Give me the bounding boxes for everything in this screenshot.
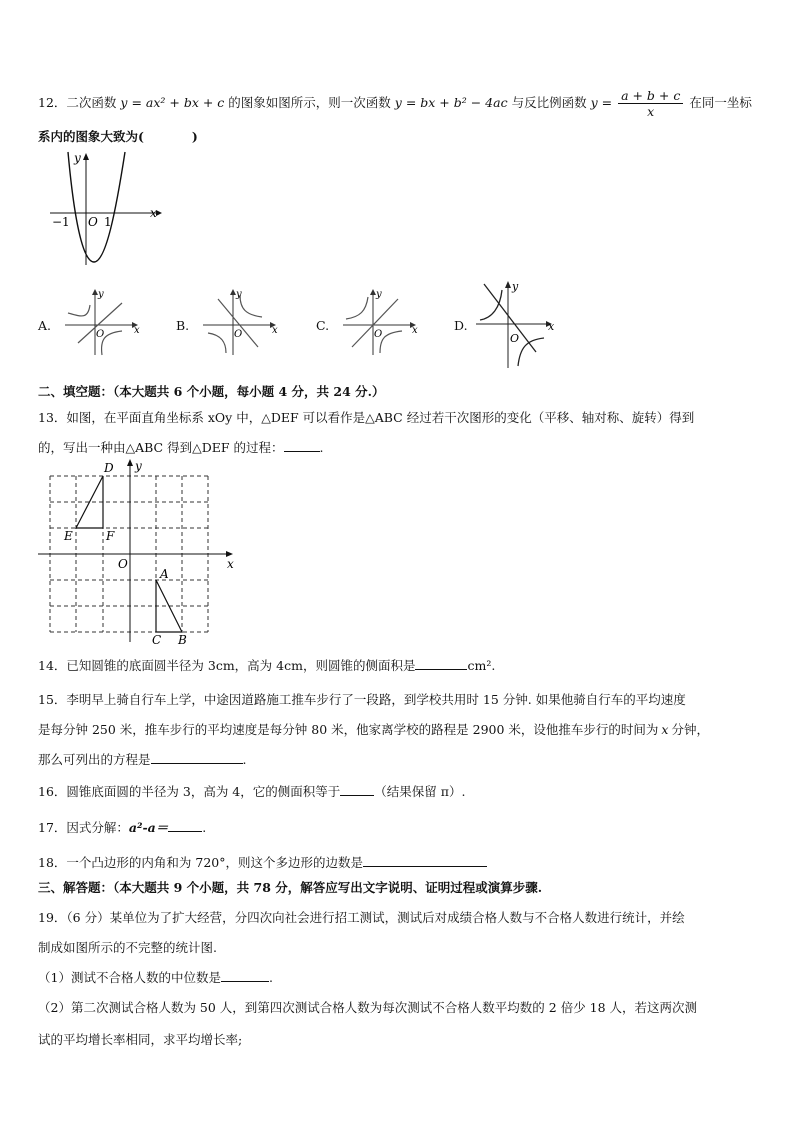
q12-number: 12． (38, 95, 67, 110)
q15-line2a: 是每分钟 250 米，推车步行的平均速度是每分钟 80 米，他家离学校的路程是 2900 米，设他推车步行的时间为 (38, 722, 659, 737)
q18-text: 18．一个凸边形的内角和为 720°，则这个多边形的边数是 (38, 855, 363, 870)
q16-end: （结果保留 π）. (374, 784, 466, 799)
x-label: x (412, 325, 418, 336)
label-origin: O (118, 557, 128, 571)
q19-line1: 19．（6 分）某单位为了扩大经营，分四次向社会进行招工测试，测试后对成绩合格人数与不合格人数进行统计，并绘 (38, 910, 685, 925)
q12-line2-close: ) (191, 129, 198, 144)
q17-line (38, 818, 206, 836)
q15-line3-text: 那么可列出的方程是 (38, 752, 151, 767)
q13-line2 (38, 438, 324, 456)
q19-sub1-text: （1）测试不合格人数的中位数是 (38, 970, 221, 985)
q19-sub1-answer-blank[interactable] (221, 969, 269, 982)
q18-answer-blank[interactable] (363, 854, 487, 867)
hyperbola-branch-left (346, 297, 368, 319)
label-a: A (160, 567, 169, 581)
q19-sub1-end: . (268, 970, 273, 985)
y-axis-arrow (505, 281, 511, 288)
q19-sub2-line1: （2）第二次测试合格人数为 50 人，到第四次测试合格人数为每次测试不合格人数平均数的 2 倍少 18 人，若这两次测 (38, 1000, 698, 1015)
q15-line3-end: . (242, 752, 247, 767)
q13-line2-end: . (319, 440, 324, 455)
x-axis-arrow (156, 210, 162, 216)
label-e: E (64, 529, 73, 543)
q17-expression: a²-a＝ (128, 820, 169, 835)
q12-text-4: 在同一坐标 (689, 95, 752, 110)
hyperbola-branch-right (240, 295, 262, 317)
label-f: F (106, 529, 115, 543)
q12-fraction (618, 88, 683, 119)
q13-grid-figure (36, 458, 241, 648)
q18-line (38, 853, 487, 871)
q15-line1: 15．李明早上骑自行车上学，中途因道路施工推车步行了一段路，到学校共用时 15 分钟. 如果他骑自行车的平均速度 (38, 692, 686, 707)
option-b-label[interactable]: B. (176, 318, 190, 333)
origin-label: O (88, 215, 98, 229)
y-label: y (74, 151, 81, 165)
q12-fraction-numerator: a + b + c (618, 88, 683, 104)
y-axis-arrow (83, 153, 89, 160)
q17-answer-blank[interactable] (168, 819, 202, 832)
q12-text-2: 的图象如图所示，则一次函数 (228, 95, 391, 110)
q16-text: 16．圆锥底面圆的半径为 3，高为 4，它的侧面积等于 (38, 784, 341, 799)
hyperbola-branch-left (68, 305, 90, 316)
origin-label: O (510, 332, 520, 345)
q12-text-1: 二次函数 (66, 95, 117, 110)
option-d-label[interactable]: D. (454, 318, 468, 333)
q12-formula-quadratic: y = ax² + bx + c (120, 95, 225, 110)
option-c-graph[interactable] (338, 285, 423, 360)
q14-line (38, 656, 495, 674)
q14-end: cm². (467, 658, 496, 673)
hyperbola-branch-right (380, 331, 402, 353)
q19-line2: 制成如图所示的不完整的统计图. (38, 940, 217, 955)
q12-line2-text: 系内的图象大致为( (38, 129, 144, 144)
q15-variable: x (661, 722, 669, 737)
q19-sub2-line2: 试的平均增长率相同，求平均增长率; (38, 1032, 243, 1047)
label-c: C (152, 633, 162, 647)
q16-line (38, 782, 465, 800)
q12-text-3: 与反比例函数 (511, 95, 587, 110)
q12-line2 (38, 127, 198, 145)
label-x: x (227, 557, 234, 571)
hyperbola-branch-right (102, 331, 122, 355)
option-c-label[interactable]: C. (316, 318, 330, 333)
x-label: x (150, 206, 157, 220)
q13-answer-blank[interactable] (284, 439, 320, 452)
label-b: B (178, 633, 187, 647)
option-b-graph[interactable] (198, 285, 283, 360)
hyperbola-branch-left (208, 333, 226, 353)
q12-formula-inverse: y = (590, 95, 613, 110)
y-label: y (512, 280, 519, 293)
option-a-label[interactable]: A. (38, 318, 52, 333)
option-d-graph[interactable] (474, 278, 559, 370)
origin-label: O (96, 329, 105, 340)
q12-fraction-denominator: x (647, 104, 655, 119)
q15-line2 (38, 720, 709, 738)
parabola-curve (68, 152, 125, 262)
option-a-graph[interactable] (60, 285, 145, 360)
y-label: y (98, 289, 104, 300)
hyperbola-branch-left (480, 290, 502, 320)
y-label: y (236, 289, 242, 300)
x-label: x (548, 320, 555, 333)
q14-text: 14．已知圆锥的底面圆半径为 3cm，高为 4cm，则圆锥的侧面积是 (38, 658, 416, 673)
q15-answer-blank[interactable] (151, 751, 243, 764)
neg-one-label: −1 (52, 215, 70, 229)
q16-answer-blank[interactable] (340, 783, 374, 796)
label-y: y (135, 459, 142, 473)
origin-label: O (234, 329, 243, 340)
section3-heading: 三、解答题：（本大题共 9 个小题，共 78 分，解答应写出文字说明、证明过程或演算步骤. (38, 880, 543, 895)
y-axis-arrow (127, 459, 133, 466)
x-label: x (272, 325, 278, 336)
q17-text: 17．因式分解： (38, 820, 129, 835)
section2-heading: 二、填空题：（本大题共 6 个小题，每小题 4 分，共 24 分.） (38, 384, 385, 399)
origin-label: O (374, 329, 383, 340)
hyperbola-branch-right (518, 338, 544, 366)
q19-sub1 (38, 968, 273, 986)
label-d: D (104, 461, 114, 475)
q12-line1 (38, 88, 752, 119)
q12-parabola-graph (48, 150, 168, 270)
one-label: 1 (104, 215, 112, 229)
q13-line1: 13．如图，在平面直角坐标系 xOy 中，△DEF 可以看作是△ABC 经过若干次图形的变化（平移、轴对称、旋转）得到 (38, 410, 695, 425)
q14-answer-blank[interactable] (415, 657, 467, 670)
q12-formula-linear: y = bx + b² − 4ac (394, 95, 508, 110)
y-label: y (376, 289, 382, 300)
q15-line2b: 分钟， (671, 722, 709, 737)
q13-line2-text: 的，写出一种由△ABC 得到△DEF 的过程： (38, 440, 284, 455)
x-label: x (134, 325, 140, 336)
q17-end: . (202, 820, 207, 835)
q15-line3 (38, 750, 247, 768)
